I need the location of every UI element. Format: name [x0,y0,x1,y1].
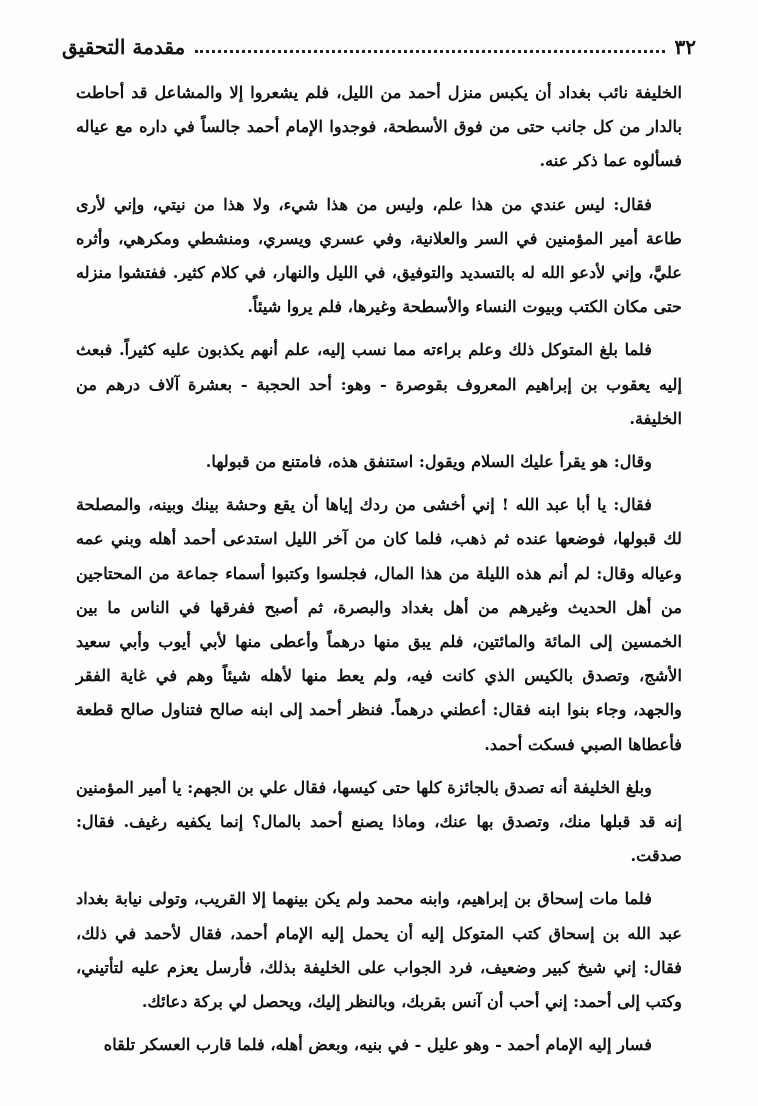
paragraph: فقال: ليس عندي من هذا علم، وليس من هذا شيء، ولا هذا من نيتي، وإني لأرى طاعة أمير المؤمنين في السر والعلانية، وفي عسري ويسري، ومنشطي ومكرهي، وأثره عليَّ، وإني لأدعو الله له بالتسديد والتوفيق، في الليل والنهار، في كلام كثير. ففتشوا منزله حتى مكان الكتب وبيوت النساء والأسطحة وغيرها، فلم يروا شيئاً. [76,194,682,317]
paragraph: فلما مات إسحاق بن إبراهيم، وابنه محمد ولم يكن بينهما إلا القريب، وتولى نيابة بغداد عبد الله بن إسحاق كتب المتوكل إليه أن يحمل إليه الإمام أحمد، فقال لأحمد في ذلك، فقال: إني شيخ كبير وضعيف، فرد الجواب على الخليفة بذلك، فأرسل يعزم عليه لتأتيني، وكتب إلى أحمد: إني أحب أن آنس بقربك، وبالنظر إليك، ويحصل لي بركة دعائك. [76,889,682,1012]
running-header [62,30,696,64]
header-title: مقدمة التحقيق [62,35,186,59]
paragraph: وقال: هو يقرأ عليك السلام ويقول: استنفق هذه، فامتنع من قبولها. [205,452,652,472]
header-dotted-leader [195,50,664,53]
page-body [76,76,682,1071]
paragraph: فلما بلغ المتوكل ذلك وعلم براءته مما نسب إليه، علم أنهم يكذبون عليه كثيراً. فبعث إليه يعقوب بن إبراهيم المعروف بقوصرة - وهو: أحد الحجبة - بعشرة آلاف درهم من الخليفة. [76,340,682,428]
paragraph: فقال: يا أبا عبد الله ! إني أخشى من ردك إياها أن يقع وحشة بينك وبينه، والمصلحة لك قبولها، فوضعها عنده ثم ذهب، فلما كان من آخر الليل استدعى أحمد أهله وبني عمه وعياله وقال: لم أنم هذه الليلة من هذا المال، فجلسوا وكتبوا أسماء جماعة من المحتاجين من أهل الحديث وغيرهم من أهل بغداد والبصرة، ثم أصبح ففرقها في الناس ما بين الخمسين إلى المائة والمائتين، فلم يبق منها درهماً وأعطى منها لأبي أيوب وأبي سعيد الأشج، وتصدق بالكيس الذي كانت فيه، ولم يعط منها لأهله شيئاً وهم في غاية الفقر والجهد، وجاء بنوا ابنه فقال: أعطني درهماً. فنظر أحمد إلى ابنه صالح فتناول صالح قطعة فأعطاها الصبي فسكت أحمد. [76,495,682,754]
paragraph: وبلغ الخليفة أنه تصدق بالجائزة كلها حتى كيسها، فقال علي بن الجهم: يا أمير المؤمنين إنه قد قبلها منك، وتصدق بها عنك، وماذا يصنع أحمد بالمال؟ إنما يكفيه رغيف. فقال: صدقت. [75,777,682,866]
page-number: ٣٢ [674,35,696,59]
paragraph: فسار إليه الإمام أحمد - وهو عليل - في بنيه، وبعض أهله، فلما قارب العسكر تلقاه [103,1035,652,1055]
paragraph: الخليفة نائب بغداد أن يكبس منزل أحمد من الليل، فلم يشعروا إلا والمشاعل قد أحاطت بالدار من كل جانب حتى من فوق الأسطحة، فوجدوا الإمام أحمد جالساً في داره مع عياله فسألوه عما ذكر عنه. [76,83,682,171]
